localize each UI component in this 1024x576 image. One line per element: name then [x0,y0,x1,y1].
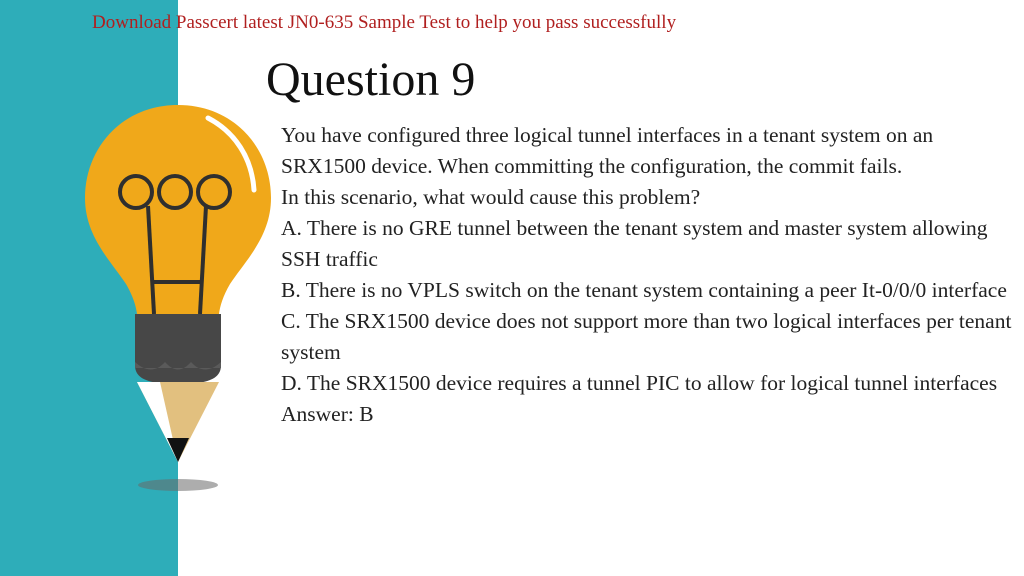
question-body [281,120,1016,430]
answer-text: Answer: B [281,402,374,426]
option-b: B. There is no VPLS switch on the tenant system containing a peer It-0/0/0 interface [281,278,1007,302]
question-prompt: In this scenario, what would cause this problem? [281,185,701,209]
option-a: A. There is no GRE tunnel between the tenant system and master system allowing SSH traffic [281,216,988,271]
question-text: You have configured three logical tunnel interfaces in a tenant system on an SRX1500 device. When committing the configuration, the commit fails. [281,123,934,178]
option-d: D. The SRX1500 device requires a tunnel PIC to allow for logical tunnel interfaces [281,371,998,395]
question-title: Question 9 [266,53,476,106]
option-c: C. The SRX1500 device does not support more than two logical interfaces per tenant system [281,309,1012,364]
promo-banner-text: Download Passcert latest JN0-635 Sample Test to help you pass successfully [92,12,677,33]
lightbulb-pencil-icon [80,100,280,500]
